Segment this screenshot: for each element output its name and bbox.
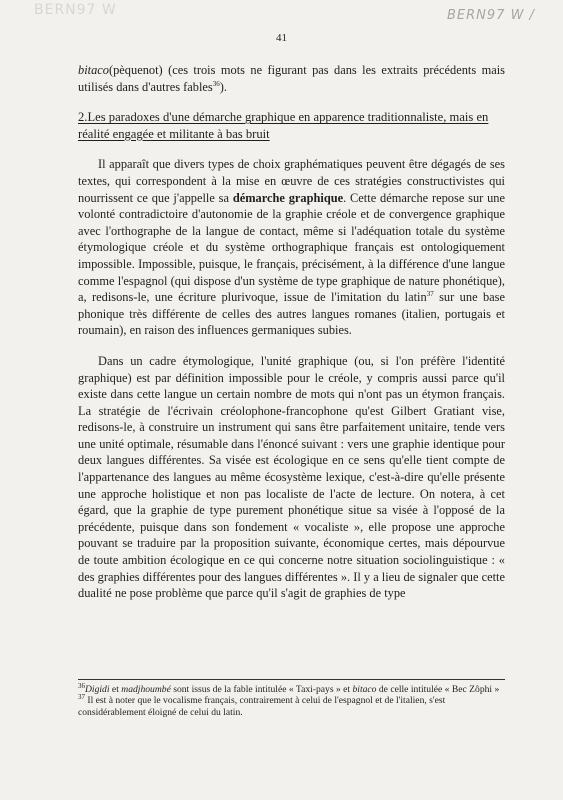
footnote-36-italic-c: bitaco [352,684,377,695]
intro-text: (pèquenot) (ces trois mots ne figurant pas dans les extraits précédents mais utilisés dans d'autres fables [78,63,505,94]
paragraph-1-text-a: Il apparaît que divers types de choix graphématiques peuvent être dégagés de ses textes, qui correspondent à la mise en œuvre de ces stratégies constructivistes qui nourrissent ce que j'appelle sa [78,157,505,205]
footnote-37 [78,695,505,718]
footnote-ref-37: 37 [426,290,434,298]
paragraph-1-text-c: sur une base phonique très différente de celles des autres langues romanes (italien, portugais et roumain), en raison des influences germaniques subies. [78,290,506,338]
faint-stamp: BERN97 W [34,2,117,18]
page-number: 41 [276,32,287,44]
footnote-36-number: 36 [78,681,85,690]
footnote-37-text: Il est à noter que le vocalisme français, contrairement à celui de l'espagnol et de l'italien, s'est considérablement éloigné de celui du latin. [78,695,446,718]
footnotes [78,679,505,718]
handwritten-reference: BERN97 W / [447,8,535,23]
footnote-ref-36: 36 [212,79,220,88]
footnote-36-italic-a: Digidi [85,684,110,695]
footnote-36-italic-b: madjhoumbé [121,684,171,695]
footnote-36-text-b: sont issus de la fable intitulée « Taxi-pays » et [170,684,353,695]
footnote-37-number: 37 [78,693,85,702]
page-body [78,62,505,616]
section-title: 2.Les paradoxes d'une démarche graphique en apparence traditionnaliste, mais en réalité engagée et militante à bas bruit [78,110,489,141]
paragraph-1-text-b: . Cette démarche repose sur une volonté contradictoire d'autonomie de la graphie créole et de convergence graphique avec l'orthographe de la langue de contact, même si l'adéquation totale du système étymologique créole et du système orthographique français est ontologiquement impossible. Impossible, puisque, le français, précisément, à la différence d'une langue comme l'espagnol (qui dispose d'un système de type graphique de nature phonétique), a, redisons-le, une écriture plurivoque, issue de l'imitation du latin [78,190,505,305]
paragraph-2: Dans un cadre étymologique, l'unité graphique (ou, si l'on préfère l'identité graphique) est par définition impossible pour le créole, y compris aussi parce qu'il existe dans cette langue un certain nombre de mots qui n'ont pas un étymon français. La stratégie de l'écrivain créolophone-francophone qu'est Gilbert Gratiant vise, redisons-le, à construire un instrument qui sans être parfaitement unitaire, tende vers une unité optimale, résumable dans l'énoncé suivant : vers une graphie identique pour deux langues différentes. Sa visée est écologique en ce sens qu'elle tient compte de l'appartenance des langues au même écosystème lexique, c'est-à-dire qu'elle présente une approche holistique et non pas localiste de l'acte de lecture. On notera, à cet égard, que la graphie de type purement phonétique situe sa visée à l'opposé de la précédente, puisque dans son fondement « vocaliste », elle propose une approche pouvant se traduire par la proposition suivante, économique certes, mais dépourvue de toute ambition écologique en ce qui concerne notre situation sociolinguistique : « des graphies différentes pour des langues différentes ». Il y a lieu de signaler que cette dualité ne pose problème que parce qu'il s'agit de graphies de type [78,353,505,601]
footnote-36-text-a: et [109,684,122,695]
paragraph-1-bold: démarche graphique [232,190,344,205]
intro-italic-word: bitaco [78,63,109,77]
paragraph-1 [78,156,505,339]
intro-text-end: ). [219,79,227,94]
footnote-36-text-c: de celle intitulée « Bec Zôphi » [376,684,500,695]
footnote-36 [78,681,505,695]
intro-paragraph [78,62,505,95]
